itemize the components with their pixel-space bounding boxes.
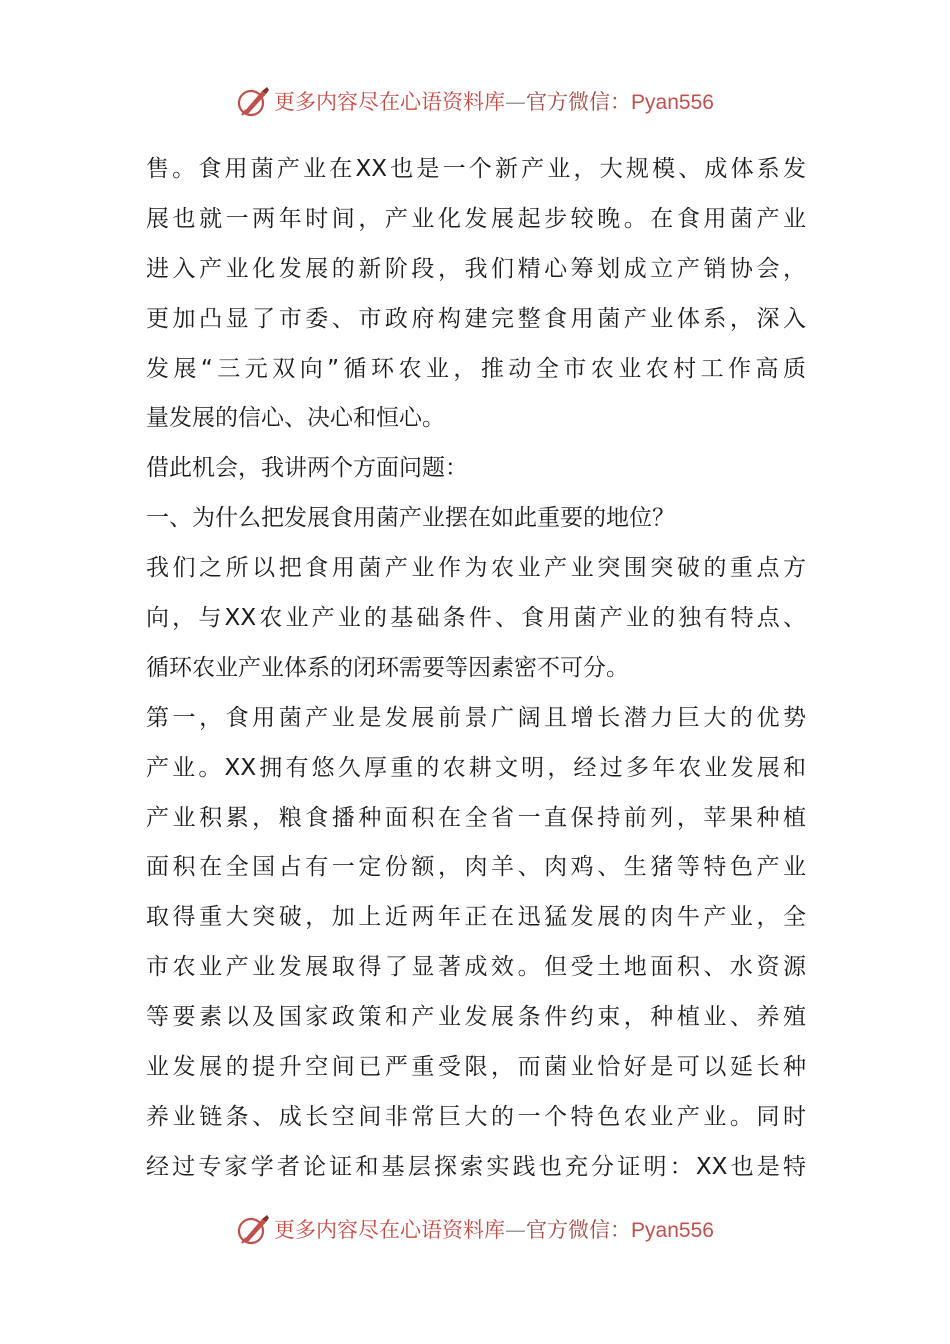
text-line: 第一，食用菌产业是发展前景广阔且增长潜力巨大的优势 [146, 704, 806, 731]
footer-watermark-banner [0, 1210, 950, 1250]
text-line: 进入产业化发展的新阶段，我们精心筹划成立产销协会， [146, 255, 806, 282]
text-line: 我们之所以把食用菌产业作为农业产业突围突破的重点方 [146, 555, 806, 582]
text-line: 展也就一两年时间，产业化发展起步较晚。在食用菌产业 [146, 205, 806, 232]
text-line: 循环农业产业体系的闭环需要等因素密不可分。 [146, 654, 629, 681]
document-body [146, 145, 806, 1193]
watermark-text [274, 82, 714, 123]
watermark-brand: 更多内容尽在心语资料库 [274, 89, 506, 114]
text-line: 养业链条、成长空间非常巨大的一个特色农业产业。同时 [146, 1103, 806, 1130]
text-line: 发展“三元双向”循环农业，推动全市农业农村工作高质 [146, 355, 806, 382]
header-watermark-banner [0, 82, 950, 122]
text-line: 借此机会，我讲两个方面问题： [146, 455, 468, 482]
text-line: 取得重大突破，加上近两年正在迅猛发展的肉牛产业，全 [146, 904, 806, 931]
text-line: 售。食用菌产业在XX也是一个新产业，大规模、成体系发 [146, 156, 806, 182]
watermark-text [274, 1210, 714, 1251]
text-line: 经过专家学者论证和基层探索实践也充分证明：XX也是特 [146, 1153, 806, 1180]
text-line: 面积在全国占有一定份额，肉羊、肉鸡、生猪等特色产业 [146, 854, 806, 881]
watermark-separator: — [505, 89, 527, 114]
text-line: 更加凸显了市委、市政府构建完整食用菌产业体系，深入 [146, 305, 806, 332]
watermark-separator: — [505, 1217, 527, 1242]
text-line: 产业积累，粮食播种面积在全省一直保持前列，苹果种植 [146, 804, 806, 831]
watermark-wechat-id: Pyan556 [631, 1218, 714, 1242]
text-line: 等要素以及国家政策和产业发展条件约束，种植业、养殖 [146, 1004, 806, 1031]
watermark-wechat-label: 官方微信： [526, 89, 632, 114]
text-line: 产业。XX拥有悠久厚重的农耕文明，经过多年农业发展和 [146, 754, 806, 781]
text-line: 向，与XX农业产业的基础条件、食用菌产业的独有特点、 [146, 605, 806, 632]
text-line: 市农业产业发展取得了显著成效。但受土地面积、水资源 [146, 954, 806, 981]
quill-pen-logo-icon [236, 1213, 270, 1247]
section-heading: 一、为什么把发展食用菌产业摆在如此重要的地位？ [146, 505, 675, 532]
watermark-brand: 更多内容尽在心语资料库 [274, 1217, 506, 1242]
text-line: 业发展的提升空间已严重受限，而菌业恰好是可以延长种 [146, 1054, 806, 1081]
quill-pen-logo-icon [236, 85, 270, 119]
text-line: 量发展的信心、决心和恒心。 [146, 405, 445, 432]
watermark-wechat-id: Pyan556 [631, 90, 714, 114]
watermark-wechat-label: 官方微信： [526, 1217, 632, 1242]
